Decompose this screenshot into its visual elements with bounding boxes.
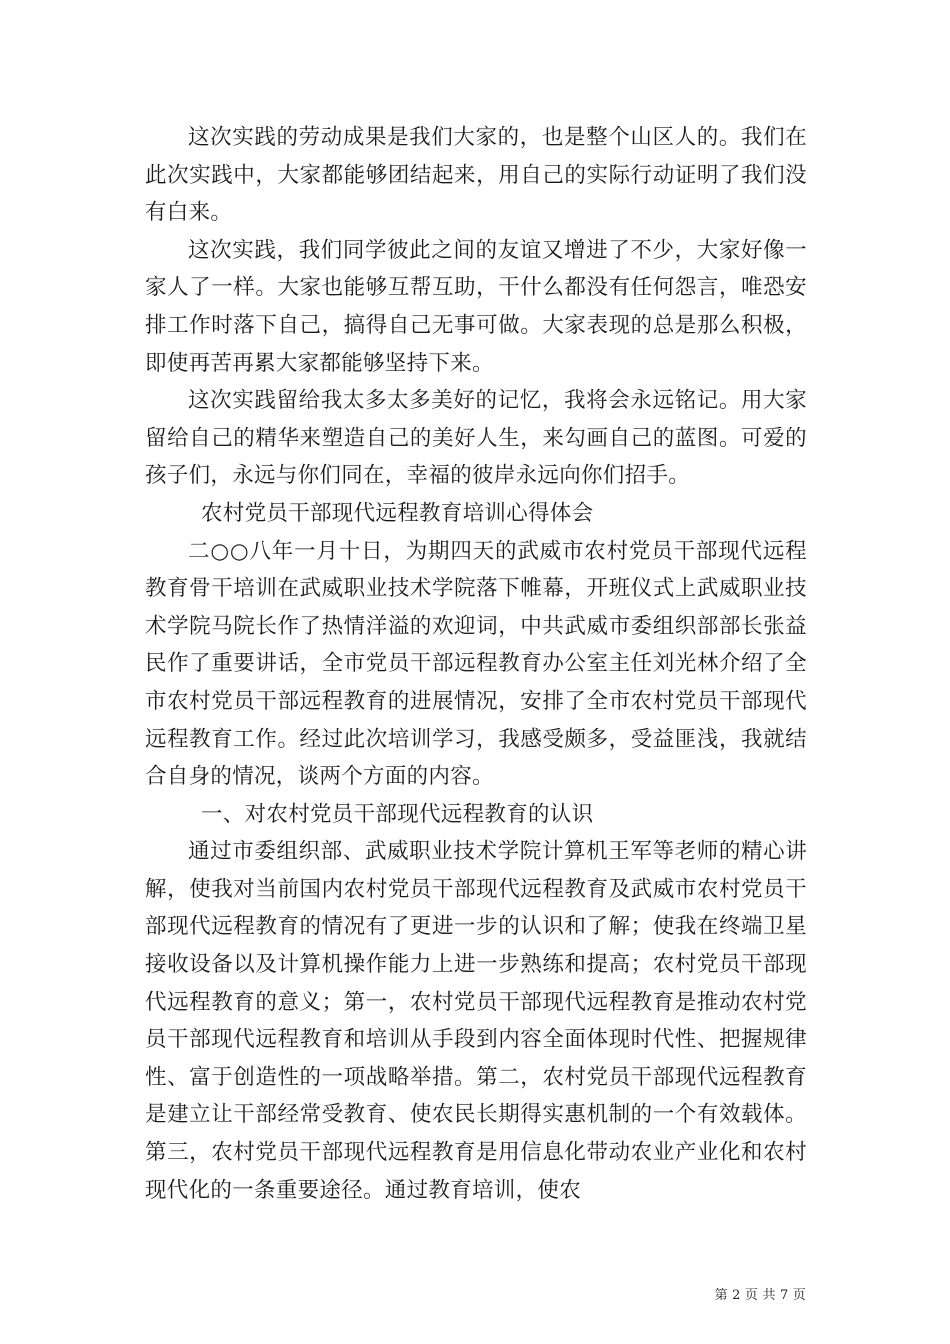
page-number: 第 2 页 共 7 页 xyxy=(714,1288,806,1303)
article-title: 农村党员干部现代远程教育培训心得体会 xyxy=(201,500,594,526)
document-body xyxy=(145,119,807,1209)
paragraph-friendship: 这次实践，我们同学彼此之间的友谊又增进了不少，大家好像一家人了一样。大家也能够互帮互助，干什么都没有任何怨言，唯恐安排工作时落下自己，搞得自己无事可做。大家表现的总是那么积极，即使再苦再累大家都能够坚持下来。 xyxy=(145,237,807,376)
section-heading: 一、对农村党员干部现代远程教育的认识 xyxy=(201,801,594,827)
paragraph-section-body: 通过市委组织部、武威职业技术学院计算机王军等老师的精心讲解，使我对当前国内农村党员干部现代远程教育及武威市农村党员干部现代远程教育的情况有了更进一步的认识和了解；使我在终端卫星接收设备以及计算机操作能力上进一步熟练和提高；农村党员干部现代远程教育的意义；第一，农村党员干部现代远程教育是推动农村党员干部现代远程教育和培训从手段到内容全面体现时代性、把握规律性、富于创造性的一项战略举措。第二，农村党员干部现代远程教育是建立让干部经常受教育、使农民长期得实惠机制的一个有效载体。第三，农村党员干部现代远程教育是用信息化带动农业产业化和农村现代化的一条重要途径。通过教育培训，使农 xyxy=(145,839,807,1203)
paragraph-labor-results: 这次实践的劳动成果是我们大家的，也是整个山区人的。我们在此次实践中，大家都能够团结起来，用自己的实际行动证明了我们没有白来。 xyxy=(145,125,807,226)
paragraph-intro: 二○○八年一月十日，为期四天的武威市农村党员干部现代远程教育骨干培训在武威职业技术学院落下帷幕，开班仪式上武威职业技术学院马院长作了热情洋溢的欢迎词，中共武威市委组织部部长张益民作了重要讲话，全市党员干部远程教育办公室主任刘光林介绍了全市农村党员干部远程教育的进展情况，安排了全市农村党员干部现代远程教育工作。经过此次培训学习，我感受颇多，受益匪浅，我就结合自身的情况，谈两个方面的内容。 xyxy=(145,538,807,790)
paragraph-memories: 这次实践留给我太多太多美好的记忆，我将会永远铭记。用大家留给自己的精华来塑造自己的美好人生，来勾画自己的蓝图。可爱的孩子们，永远与你们同在，幸福的彼岸永远向你们招手。 xyxy=(145,388,807,489)
